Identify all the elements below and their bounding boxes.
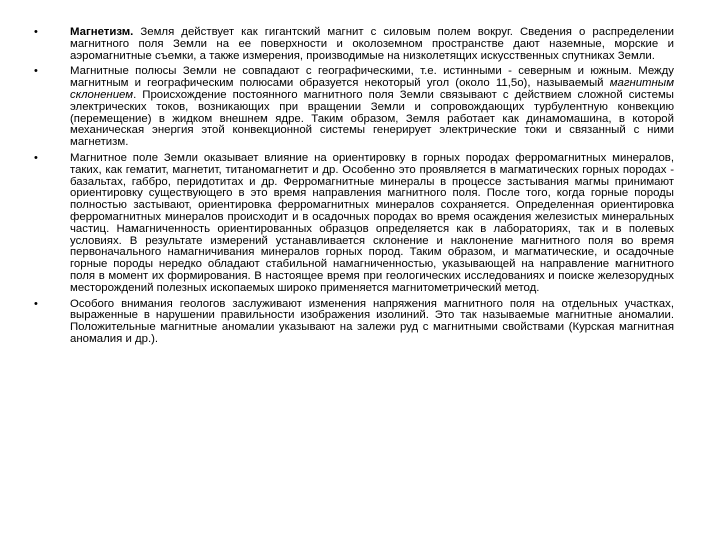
paragraph-text: Особого внимания геологов заслуживают изменения напряжения магнитного поля на отдельных участках, выраженные в нарушении правильности изображения изолиний. Это так называемые магнитные аномалии. Положительные магнитные аномалии указывают на залежи руд с магнитными свойствами (Курская магнитная аномалия и др.). — [70, 297, 674, 345]
bullet-list — [34, 27, 674, 346]
bullet-item-magnetism — [34, 27, 674, 62]
term-magnetic-declination: магнитным склонением — [70, 77, 674, 101]
bullet-icon: • — [34, 151, 38, 164]
bullet-icon: • — [34, 26, 38, 38]
term-magnetism: Магнетизм. — [70, 26, 134, 38]
bullet-item-poles — [34, 66, 674, 149]
paragraph-text: . Происхождение постоянного магнитного поля Земли связывают с действием сложной системы электрических токов, возникающих при вращении Земли и сопровождающих турбулентную конвекцию (перемещение) в жидком внешнем ядре. Таким образом, Земля работает как динамомашина, в которой механическая энергия этой конвекционной системы генерирует электрические токи и связанный с ними магнетизм. — [70, 88, 674, 149]
bullet-item-anomalies — [34, 299, 674, 346]
paragraph-text: Магнитные полюсы Земли не совпадают с географическими, т.е. истинными - северным и южным. Между магнитным и географическим полюсами образуется некоторый угол (около 11,5о), называемый — [70, 65, 674, 90]
paragraph-text: Земля действует как гигантский магнит с силовым полем вокруг. Сведения о распределении магнитного поля Земли на ее поверхности и околоземном пространстве дают наземные, морские и аэромагнитные съемки, а также измерения, производимые на низколетящих искусственных спутниках Земли. — [70, 26, 674, 62]
bullet-icon: • — [34, 297, 38, 310]
paragraph-text: Магнитное поле Земли оказывает влияние на ориентировку в горных породах ферромагнитных минералов, таких, как гематит, магнетит, титаномагнетит и др. Особенно это проявляется в магматических горных породах - базальтах, габбро, перидотитах и др. Ферромагнитные минералы в процессе застывания магмы принимают ориентировку существующего в это время направления магнитного поля. После того, когда горные породы полностью застывают, ориентировка ферромагнитных минералов сохраняется. Определенная ориентировка ферромагнитных минералов происходит и в осадочных породах во время осаждения железистых минеральных частиц. Намагниченность ориентированных образцов определяется как в лабораториях, так и в полевых условиях. В результате измерений устанавливается склонение и наклонение магнитного поля во время первоначального намагничивания минералов горных пород. Таким образом, и магматические, и осадочные горные породы нередко обладают стабильной намагниченностью, указывающей на направление магнитного поля в момент их формирования. В настоящее время при геологических исследованиях и поиске железорудных месторождений полезных ископаемых широко применяется магнитометрический метод. — [70, 151, 674, 294]
bullet-item-rocks — [34, 153, 674, 295]
bullet-icon: • — [34, 65, 38, 78]
